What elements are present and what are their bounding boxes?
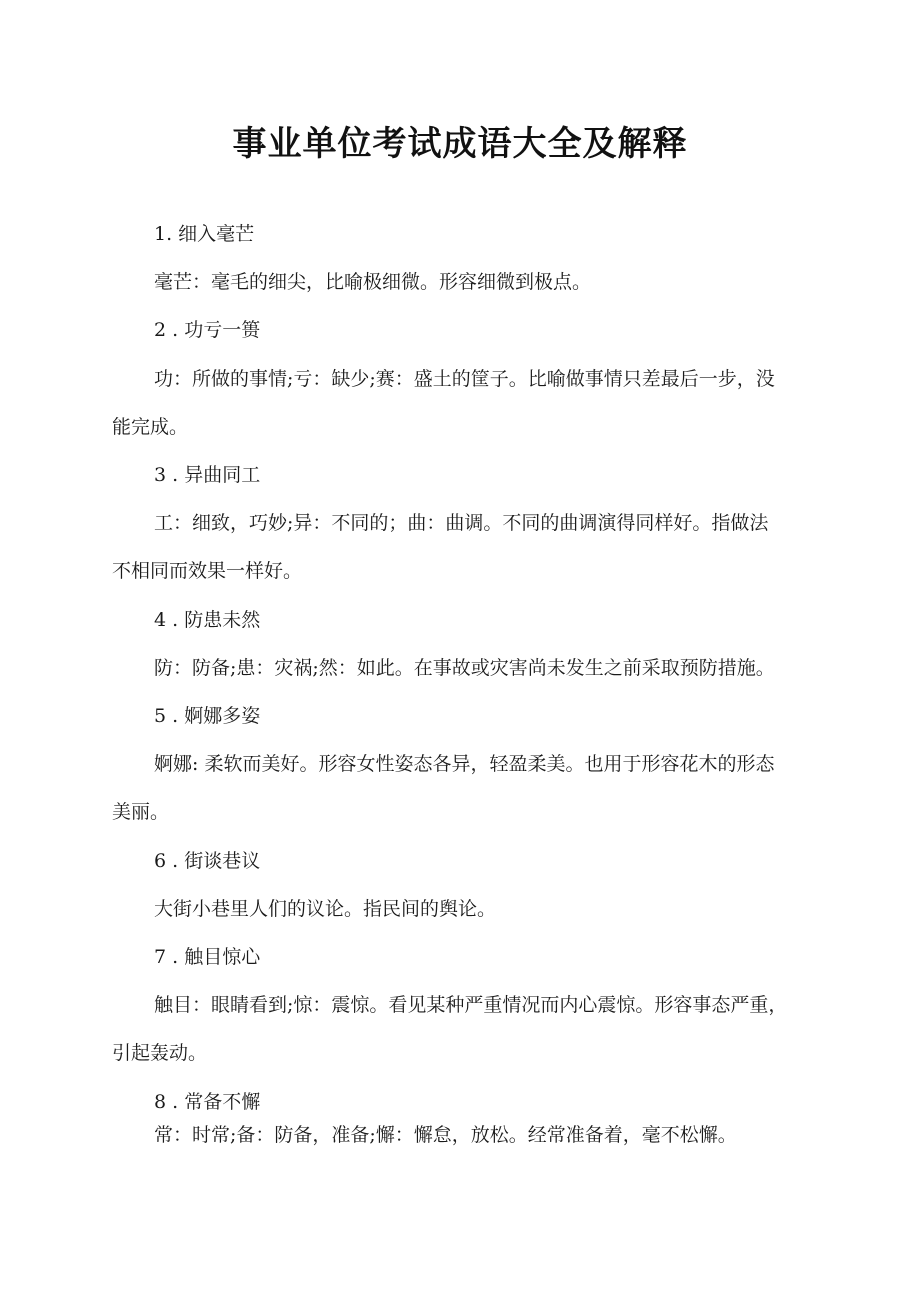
entry-definition-continued: 能完成。 [112, 416, 189, 438]
entry-definition: 工：细致，巧妙;异：不同的；曲：曲调。不同的曲调演得同样好。指做法 [154, 512, 769, 534]
entry-heading: 8 . 常备不懈 [154, 1091, 261, 1113]
entry-definition: 婀娜: 柔软而美好。形容女性姿态各异，轻盈柔美。也用于形容花木的形态 [154, 753, 775, 775]
entry-definition: 大街小巷里人们的议论。指民间的舆论。 [154, 898, 497, 920]
entry-definition: 触目：眼睛看到;惊：震惊。看见某种严重情况而内心震惊。形容事态严重， [154, 994, 788, 1016]
entry-definition: 常：时常;备：防备，准备;懈：懈怠，放松。经常准备着，毫不松懈。 [154, 1124, 737, 1146]
entry-heading: 6 . 街谈巷议 [154, 850, 261, 872]
entry-definition-continued: 引起轰动。 [112, 1042, 208, 1064]
entry-heading: 1. 细入毫芒 [154, 223, 255, 245]
entry-heading: 3 . 异曲同工 [154, 464, 261, 486]
entry-definition-continued: 美丽。 [112, 801, 170, 823]
entry-heading: 7 . 触目惊心 [154, 946, 261, 968]
entry-definition: 功：所做的事情;亏：缺少;赛：盛土的筐子。比喻做事情只差最后一步，没 [154, 368, 775, 390]
entry-definition-continued: 不相同而效果一样好。 [112, 560, 303, 582]
entry-definition: 防：防备;患：灾祸;然：如此。在事故或灾害尚未发生之前采取预防措施。 [154, 657, 775, 679]
entry-heading: 2 . 功亏一篑 [154, 319, 261, 341]
entry-heading: 5 . 婀娜多姿 [154, 705, 261, 727]
entry-definition: 毫芒：毫毛的细尖，比喻极细微。形容细微到极点。 [154, 271, 592, 293]
document-title: 事业单位考试成语大全及解释 [232, 124, 688, 164]
entry-heading: 4 . 防患未然 [154, 609, 261, 631]
